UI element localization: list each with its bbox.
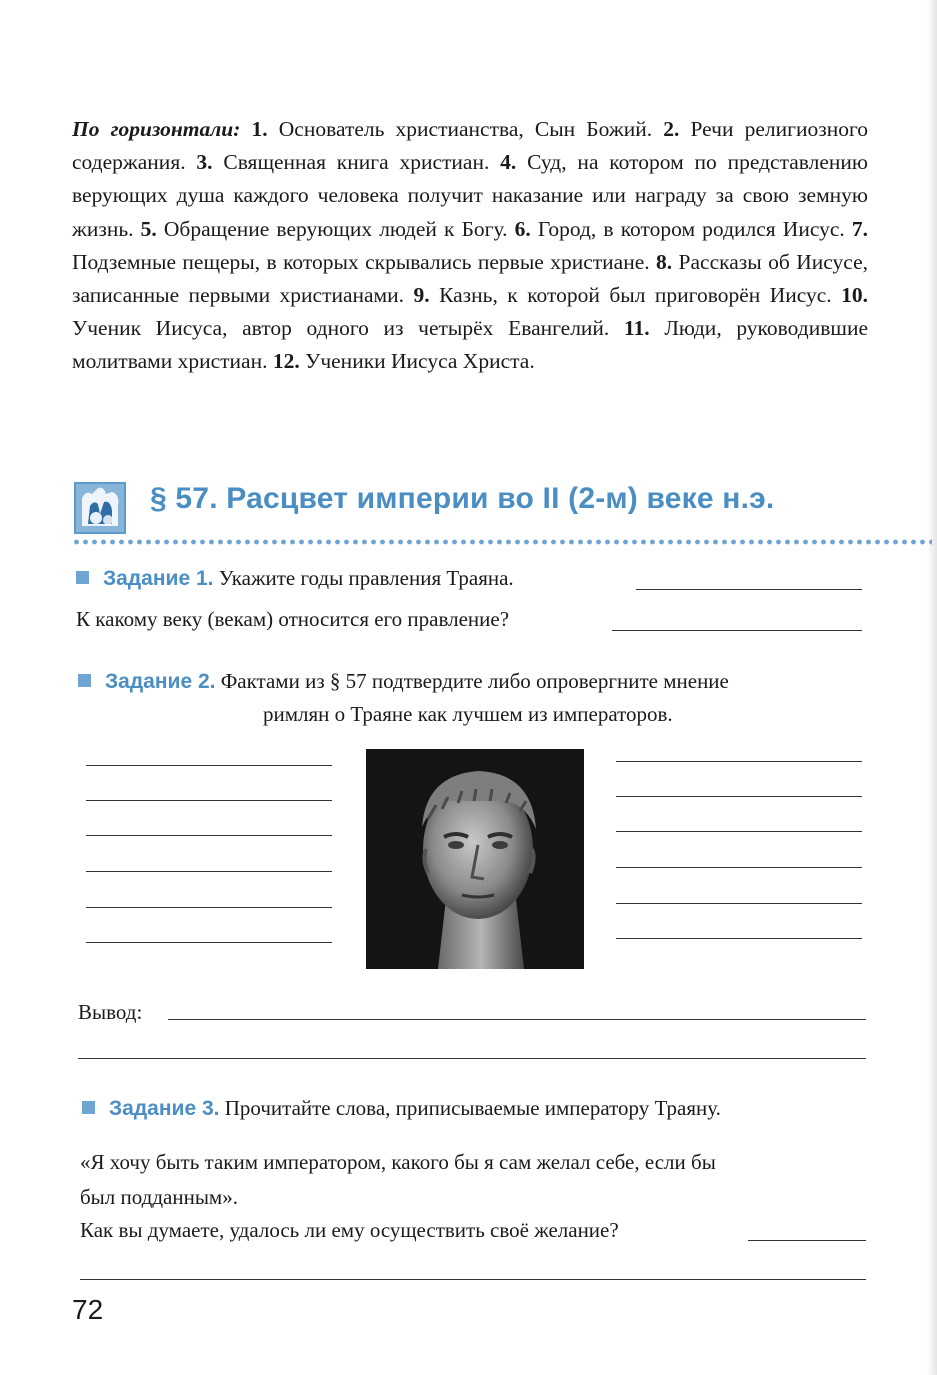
task-marker-icon [82, 1101, 95, 1114]
task2-left-line-3[interactable] [86, 835, 332, 836]
conclusion-label: Вывод: [78, 1000, 143, 1024]
task2-left-line-2[interactable] [86, 800, 332, 801]
task3-intro: Прочитайте слова, приписываемые императору Траяну. [224, 1096, 721, 1120]
clue-text: Ученики Иисуса Христа. [299, 349, 535, 374]
section-emblem-icon [72, 480, 128, 536]
clue-number: 5. [140, 216, 157, 241]
clue-number: 7. [851, 216, 868, 241]
trajan-portrait [366, 749, 584, 969]
clue-number: 10. [841, 283, 868, 308]
task2-text-line2: римлян о Траяне как лучшем из императоров. [263, 702, 673, 726]
clue-number: 6. [514, 216, 531, 241]
task1-answer-line-1[interactable] [636, 589, 862, 590]
clue-text: Рассказы об Иисусе, записанные первыми христианами. [72, 249, 869, 308]
task-marker-icon [76, 571, 89, 584]
task2-label: Задание 2. [105, 670, 216, 693]
conclusion-line-1[interactable] [168, 1019, 866, 1020]
page-number: 72 [72, 1294, 104, 1325]
clue-number: 4. [500, 150, 517, 175]
task2-text-line1: Фактами из § 57 подтвердите либо опровергните мнение [220, 669, 729, 693]
clue-number: 2. [663, 117, 680, 141]
task2-left-line-5[interactable] [86, 907, 332, 908]
task1-question2: К какому веку (векам) относится его правление? [76, 607, 510, 631]
task3-answer-line-1[interactable] [748, 1240, 866, 1241]
clue-text: Речи религиозного содержания. [72, 117, 868, 175]
clue-number: 12. [272, 349, 300, 374]
clue-text: Суд, на котором по представлению верующих душа каждого человека получит наказание или награду за свою земную жизнь. [72, 150, 868, 241]
task2-right-line-1[interactable] [616, 761, 862, 762]
task2-left-line-1[interactable] [86, 765, 332, 766]
clue-number: 3. [196, 150, 213, 175]
task3-line [82, 1096, 721, 1121]
task3-label: Задание 3. [109, 1097, 220, 1120]
task2-left-line-6[interactable] [86, 942, 332, 943]
clue-text: Казнь, к которой был приговорён Иисус. [429, 283, 842, 308]
task2-right-line-3[interactable] [616, 831, 862, 832]
clue-text: Обращение верующих людей к Богу. [156, 216, 515, 241]
clues-lead: По горизонтали: [72, 117, 241, 141]
task2-line [78, 669, 729, 694]
task1-label: Задание 1. [103, 567, 214, 590]
task1-line [76, 566, 514, 591]
task1-question: Укажите годы правления Траяна. [218, 566, 514, 590]
clue-text: Город, в котором родился Иисус. [530, 216, 852, 241]
section-title: § 57. Расцвет империи во II (2-м) веке н.э. [150, 482, 775, 515]
task1-answer-line-2[interactable] [612, 630, 862, 631]
task-marker-icon [78, 674, 91, 687]
task2-left-line-4[interactable] [86, 871, 332, 872]
clue-number: 9. [413, 283, 430, 308]
clue-text: Подземные пещеры, в которых скрывались первые христиане. [72, 249, 657, 274]
conclusion-line-2[interactable] [78, 1058, 866, 1059]
page-edge [927, 0, 937, 1375]
clue-text: Основатель христианства, Сын Божий. [267, 117, 664, 141]
dotted-divider [72, 538, 932, 546]
clue-text: Люди, руководившие молитвами христиан. [72, 316, 868, 374]
clue-number: 8. [656, 249, 673, 274]
task2-right-line-2[interactable] [616, 796, 862, 797]
task3-quote-line1: «Я хочу быть таким императором, какого бы я сам желал себе, если бы [80, 1150, 716, 1174]
clue-text: Ученик Иисуса, автор одного из четырёх Евангелий. [72, 316, 624, 341]
task2-right-line-5[interactable] [616, 903, 862, 904]
clue-text: Священная книга христиан. [212, 150, 501, 175]
task3-answer-line-2[interactable] [80, 1279, 866, 1280]
clue-items [72, 117, 868, 373]
crossword-clues [72, 113, 868, 379]
task2-right-line-4[interactable] [616, 867, 862, 868]
clue-number: 11. [623, 316, 650, 341]
clue-number: 1. [251, 117, 268, 141]
task2-right-line-6[interactable] [616, 938, 862, 939]
task3-question: Как вы думаете, удалось ли ему осуществить своё желание? [80, 1218, 619, 1242]
trajan-bust-image [366, 749, 584, 969]
task3-quote-line2: был подданным». [80, 1185, 238, 1209]
